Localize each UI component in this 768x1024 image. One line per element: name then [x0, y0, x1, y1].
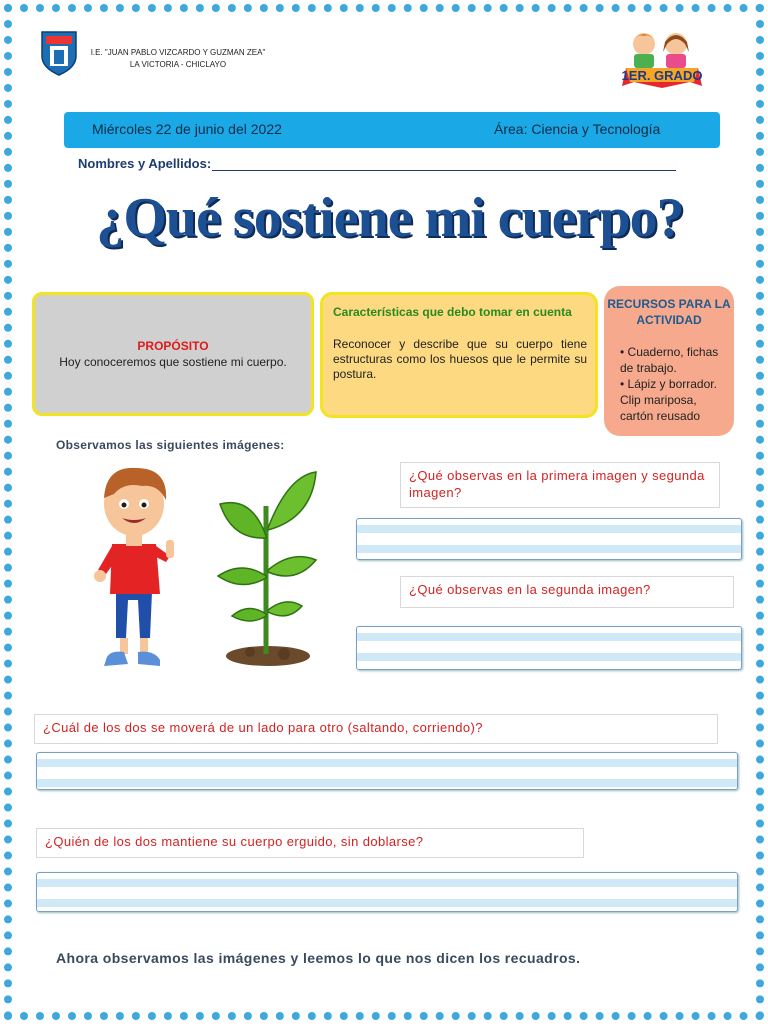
student-name-label: Nombres y Apellidos:: [78, 156, 212, 171]
footer-instruction: Ahora observamos las imágenes y leemos lo que nos dicen los recuadros.: [56, 950, 581, 966]
purpose-title: PROPÓSITO: [137, 339, 209, 353]
student-name-field[interactable]: [212, 170, 676, 171]
question-4: ¿Quién de los dos mantiene su cuerpo erguido, sin doblarse?: [36, 828, 584, 858]
resource-item: • Cuaderno, fichas de trabajo.: [620, 345, 719, 375]
plant-illustration: [212, 466, 324, 670]
question-2: ¿Qué observas en la segunda imagen?: [400, 576, 734, 608]
purpose-text: Hoy conoceremos que sostiene mi cuerpo.: [59, 355, 287, 369]
school-header: [88, 47, 268, 71]
purpose-box: [32, 292, 314, 416]
grade-label: 1ER. GRADO: [621, 68, 703, 83]
observe-label: Observamos las siguientes imágenes:: [56, 438, 285, 452]
date-area-bar: [64, 112, 720, 148]
characteristics-title: Características que debo tomar en cuenta: [333, 305, 572, 319]
answer-field-1[interactable]: [356, 518, 742, 560]
area-text: Área: Ciencia y Tecnología: [494, 121, 661, 137]
question-3: ¿Cuál de los dos se moverá de un lado para otro (saltando, corriendo)?: [34, 714, 718, 744]
answer-field-4[interactable]: [36, 872, 738, 912]
resources-box: [604, 286, 734, 436]
question-1: ¿Qué observas en la primera imagen y segunda imagen?: [400, 462, 720, 508]
date-text: Miércoles 22 de junio del 2022: [92, 121, 282, 137]
answer-field-2[interactable]: [356, 626, 742, 670]
characteristics-box: [320, 292, 598, 418]
grade-badge-logo: [616, 28, 708, 102]
page-title: ¿Qué sostiene mi cuerpo?: [96, 187, 684, 249]
school-name: I.E. "JUAN PABLO VIZCARDO Y GUZMAN ZEA": [90, 48, 266, 57]
school-crest-icon: [40, 30, 78, 76]
resources-title: RECURSOS PARA LA ACTIVIDAD: [607, 297, 731, 327]
answer-field-3[interactable]: [36, 752, 738, 790]
characteristics-text: Reconocer y describe que su cuerpo tiene estructuras como los huesos que le permite su postura.: [333, 337, 587, 381]
resource-item: • Lápiz y borrador. Clip mariposa, cartón reusado: [620, 377, 717, 423]
boy-illustration: [86, 460, 182, 674]
resources-list: [620, 344, 730, 424]
school-location: LA VICTORIA - CHICLAYO: [129, 60, 227, 69]
